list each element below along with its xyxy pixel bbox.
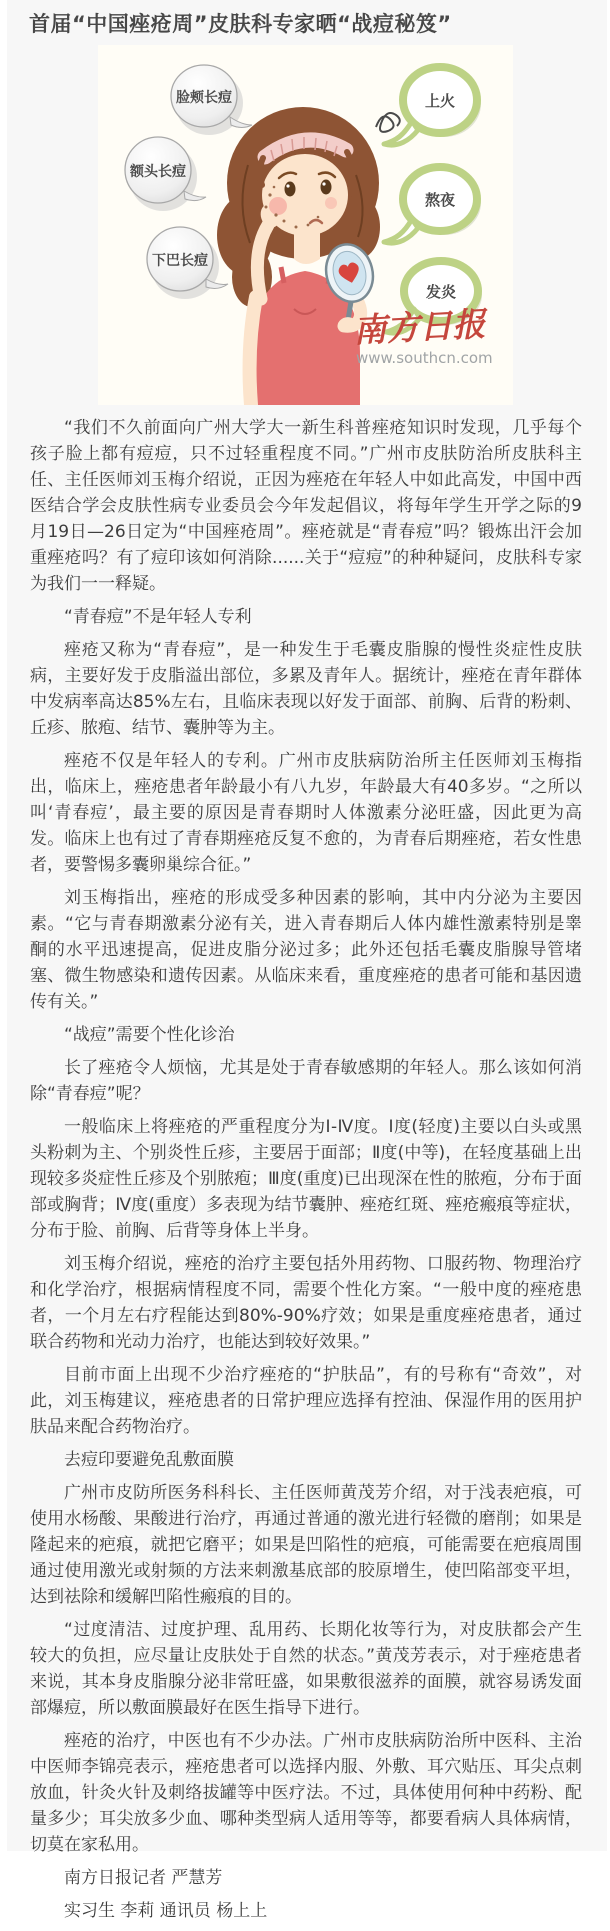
article-paragraph: 刘玉梅指出，痤疮的形成受多种因素的影响，其中内分泌为主要因素。“它与青春期激素分泌有关，进入青春期后人体内雄性激素特别是睾酮的水平迅速提高，促进皮脂分泌过多；此外还包括毛囊皮脂腺导管堵塞、微生物感染和遗传因素。从临床来看，重度痤疮的患者可能和基因遗传有关。” <box>30 888 582 1012</box>
article-paragraph: 刘玉梅介绍说，痤疮的治疗主要包括外用药物、口服药物、物理治疗和化学治疗，根据病情程度不同，需要个性化方案。“一般中度的痤疮患者，一个月左右疗程能达到80%-90%疗效；如果是重度痤疮患者，通过联合药物和光动力治疗，也能达到较好效果。” <box>30 1254 582 1352</box>
speech-bubble-cheek <box>171 65 252 135</box>
article-paragraph: 痤疮不仅是年轻人的专利。广州市皮肤病防治所主任医师刘玉梅指出，临床上，痤疮患者年龄最小有八九岁，年龄最大有40多岁。“之所以叫‘青春痘’，最主要的原因是青春期时人体激素分泌旺盛，因此更为高发。临床上也有过了青春期痤疮反复不愈的，为青春后期痤疮，若女性患者，要警惕多囊卵巢综合征。” <box>30 751 582 875</box>
article-paragraph: 一般临床上将痤疮的严重程度分为Ⅰ-Ⅳ度。Ⅰ度(轻度)主要以白头或黑头粉刺为主、个别炎性丘疹，主要居于面部；Ⅱ度(中等)，在轻度基础上出现较多炎症性丘疹及个别脓疱；Ⅲ度(重度)已出现深在性的脓疱，分布于面部或胸背；Ⅳ度(重度）多表现为结节囊肿、痤疮红斑、痤疮瘢痕等症状，分布于脸、前胸、后背等身体上半身。 <box>30 1117 582 1241</box>
svg-text:发炎: 发炎 <box>425 283 457 301</box>
byline-reporter: 南方日报记者 严慧芳 <box>64 1868 223 1888</box>
svg-text:熬夜: 熬夜 <box>424 191 456 209</box>
section-heading-2: “战痘”需要个性化诊治 <box>64 1025 235 1045</box>
watermark-brand: 南方日报 <box>352 304 487 350</box>
svg-text:额头长痘: 额头长痘 <box>130 164 186 180</box>
article-body <box>30 415 582 1931</box>
acne-illustration <box>98 45 513 405</box>
article-paragraph: 痤疮又称为“青春痘”，是一种发生于毛囊皮脂腺的慢性炎症性皮肤病，主要好发于皮脂溢出部位，多累及青年人。据统计，痤疮在青年群体中发病率高达85%左右，且临床表现以好发于面部、前胸、后背的粉刺、丘疹、脓疱、结节、囊肿等为主。 <box>30 640 582 738</box>
watermark-url: www.southcn.com <box>356 349 493 367</box>
section-heading-3: 去痘印要避免乱敷面膜 <box>64 1450 234 1470</box>
svg-text:下巴长痘: 下巴长痘 <box>152 253 208 269</box>
article-paragraph: 广州市皮防所医务科科长、主任医师黄茂芳介绍，对于浅表疤痕，可使用水杨酸、果酸进行治疗，再通过普通的激光进行轻微的磨削；如果是隆起来的疤痕，就把它磨平；如果是凹陷性的疤痕，可能需要在疤痕周围通过使用激光或射频的方法来刺激基底部的胶原增生，使凹陷部变平坦，达到祛除和缓解凹陷性瘢痕的目的。 <box>30 1483 582 1607</box>
article-paragraph: 长了痤疮令人烦恼，尤其是处于青春敏感期的年轻人。那么该如何消除“青春痘”呢？ <box>30 1058 582 1104</box>
svg-text:脸颊长痘: 脸颊长痘 <box>176 90 232 106</box>
article-paragraph: “我们不久前面向广州大学大一新生科普痤疮知识时发现，几乎每个孩子脸上都有痘痘，只不过轻重程度不同。”广州市皮肤防治所皮肤科主任、主任医师刘玉梅介绍说，正因为痤疮在年轻人中如此高发，中国中西医结合学会皮肤性病专业委员会今年发起倡议，将每年学生开学之际的9月19日—26日定为“中国痤疮周”。痤疮就是“青春痘”吗？锻炼出汗会加重痤疮吗？有了痘印该如何消除......关于“痘痘”的种种疑问，皮肤科专家为我们一一释疑。 <box>30 418 582 594</box>
section-heading-1: “青春痘”不是年轻人专利 <box>64 607 252 627</box>
speech-bubble-forehead <box>125 137 206 211</box>
cause-bubble-late-night <box>384 167 481 243</box>
cause-bubble-heat <box>384 67 481 145</box>
scribble-icon <box>376 113 400 132</box>
byline-intern: 实习生 李莉 通讯员 杨上上 <box>64 1901 268 1921</box>
article-paragraph: 痤疮的治疗，中医也有不少办法。广州市皮肤病防治所中医科、主治中医师李锦亮表示，痤疮患者可以选择内服、外敷、耳穴贴压、耳尖点刺放血，针灸火针及刺络拔罐等中医疗法。不过，具体使用何种中药粉、配量多少；耳尖放多少血、哪种类型病人适用等等，都要看病人具体病情，切莫在家私用。 <box>30 1731 582 1855</box>
page-title: 首届“中国痤疮周”皮肤科专家晒“战痘秘笈” <box>29 12 452 36</box>
speech-bubble-chin <box>147 227 228 299</box>
article-paragraph: “过度清洁、过度护理、乱用药、长期化妆等行为，对皮肤都会产生较大的负担，应尽量让皮肤处于自然的状态。”黄茂芳表示，对于痤疮患者来说，其本身皮脂腺分泌非常旺盛，如果敷很滋养的面膜，就容易诱发面部爆痘，所以敷面膜最好在医生指导下进行。 <box>30 1620 582 1718</box>
svg-text:上火: 上火 <box>424 92 456 110</box>
article-paragraph: 目前市面上出现不少治疗痤疮的“护肤品”，有的号称有“奇效”，对此，刘玉梅建议，痤疮患者的日常护理应选择有控油、保湿作用的医用护肤品来配合药物治疗。 <box>30 1365 582 1437</box>
